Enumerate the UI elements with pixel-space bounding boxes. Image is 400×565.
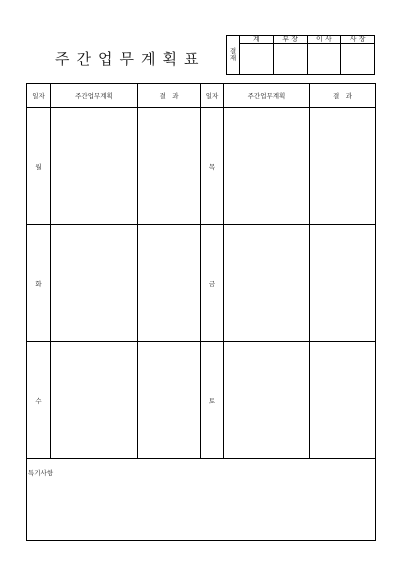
approval-box [226,35,375,75]
day-label: 수 [27,342,51,459]
approval-position: 계 [240,36,274,44]
signature-cell[interactable] [240,44,274,75]
approval-position: 부 장 [273,36,307,44]
column-header-plan: 주간업무계획 [51,84,138,108]
result-cell[interactable] [310,108,376,225]
approval-position: 사 장 [341,36,375,44]
day-label: 화 [27,225,51,342]
result-cell[interactable] [138,225,201,342]
plan-cell[interactable] [51,225,138,342]
result-cell[interactable] [310,225,376,342]
signature-cell[interactable] [273,44,307,75]
day-label: 목 [201,108,224,225]
notes-cell[interactable] [27,459,376,541]
table-row [27,108,376,225]
column-header-result: 결 과 [310,84,376,108]
result-cell[interactable] [138,108,201,225]
notes-label: 특기사항 [28,469,54,477]
signature-cell[interactable] [307,44,341,75]
plan-cell[interactable] [224,225,310,342]
column-header-date: 일자 [201,84,224,108]
day-label: 토 [201,342,224,459]
day-label: 금 [201,225,224,342]
day-label: 월 [27,108,51,225]
column-header-plan: 주간업무계획 [224,84,310,108]
column-header-result: 결 과 [138,84,201,108]
approval-label: 결 재 [227,36,240,75]
approval-position: 이 사 [307,36,341,44]
plan-cell[interactable] [224,342,310,459]
result-cell[interactable] [310,342,376,459]
table-row [27,342,376,459]
plan-cell[interactable] [51,342,138,459]
signature-cell[interactable] [341,44,375,75]
column-header-date: 일자 [27,84,51,108]
weekly-plan-table [26,83,376,541]
plan-cell[interactable] [224,108,310,225]
page-title: 주간업무계획표 [55,50,206,68]
plan-cell[interactable] [51,108,138,225]
table-row [27,225,376,342]
result-cell[interactable] [138,342,201,459]
